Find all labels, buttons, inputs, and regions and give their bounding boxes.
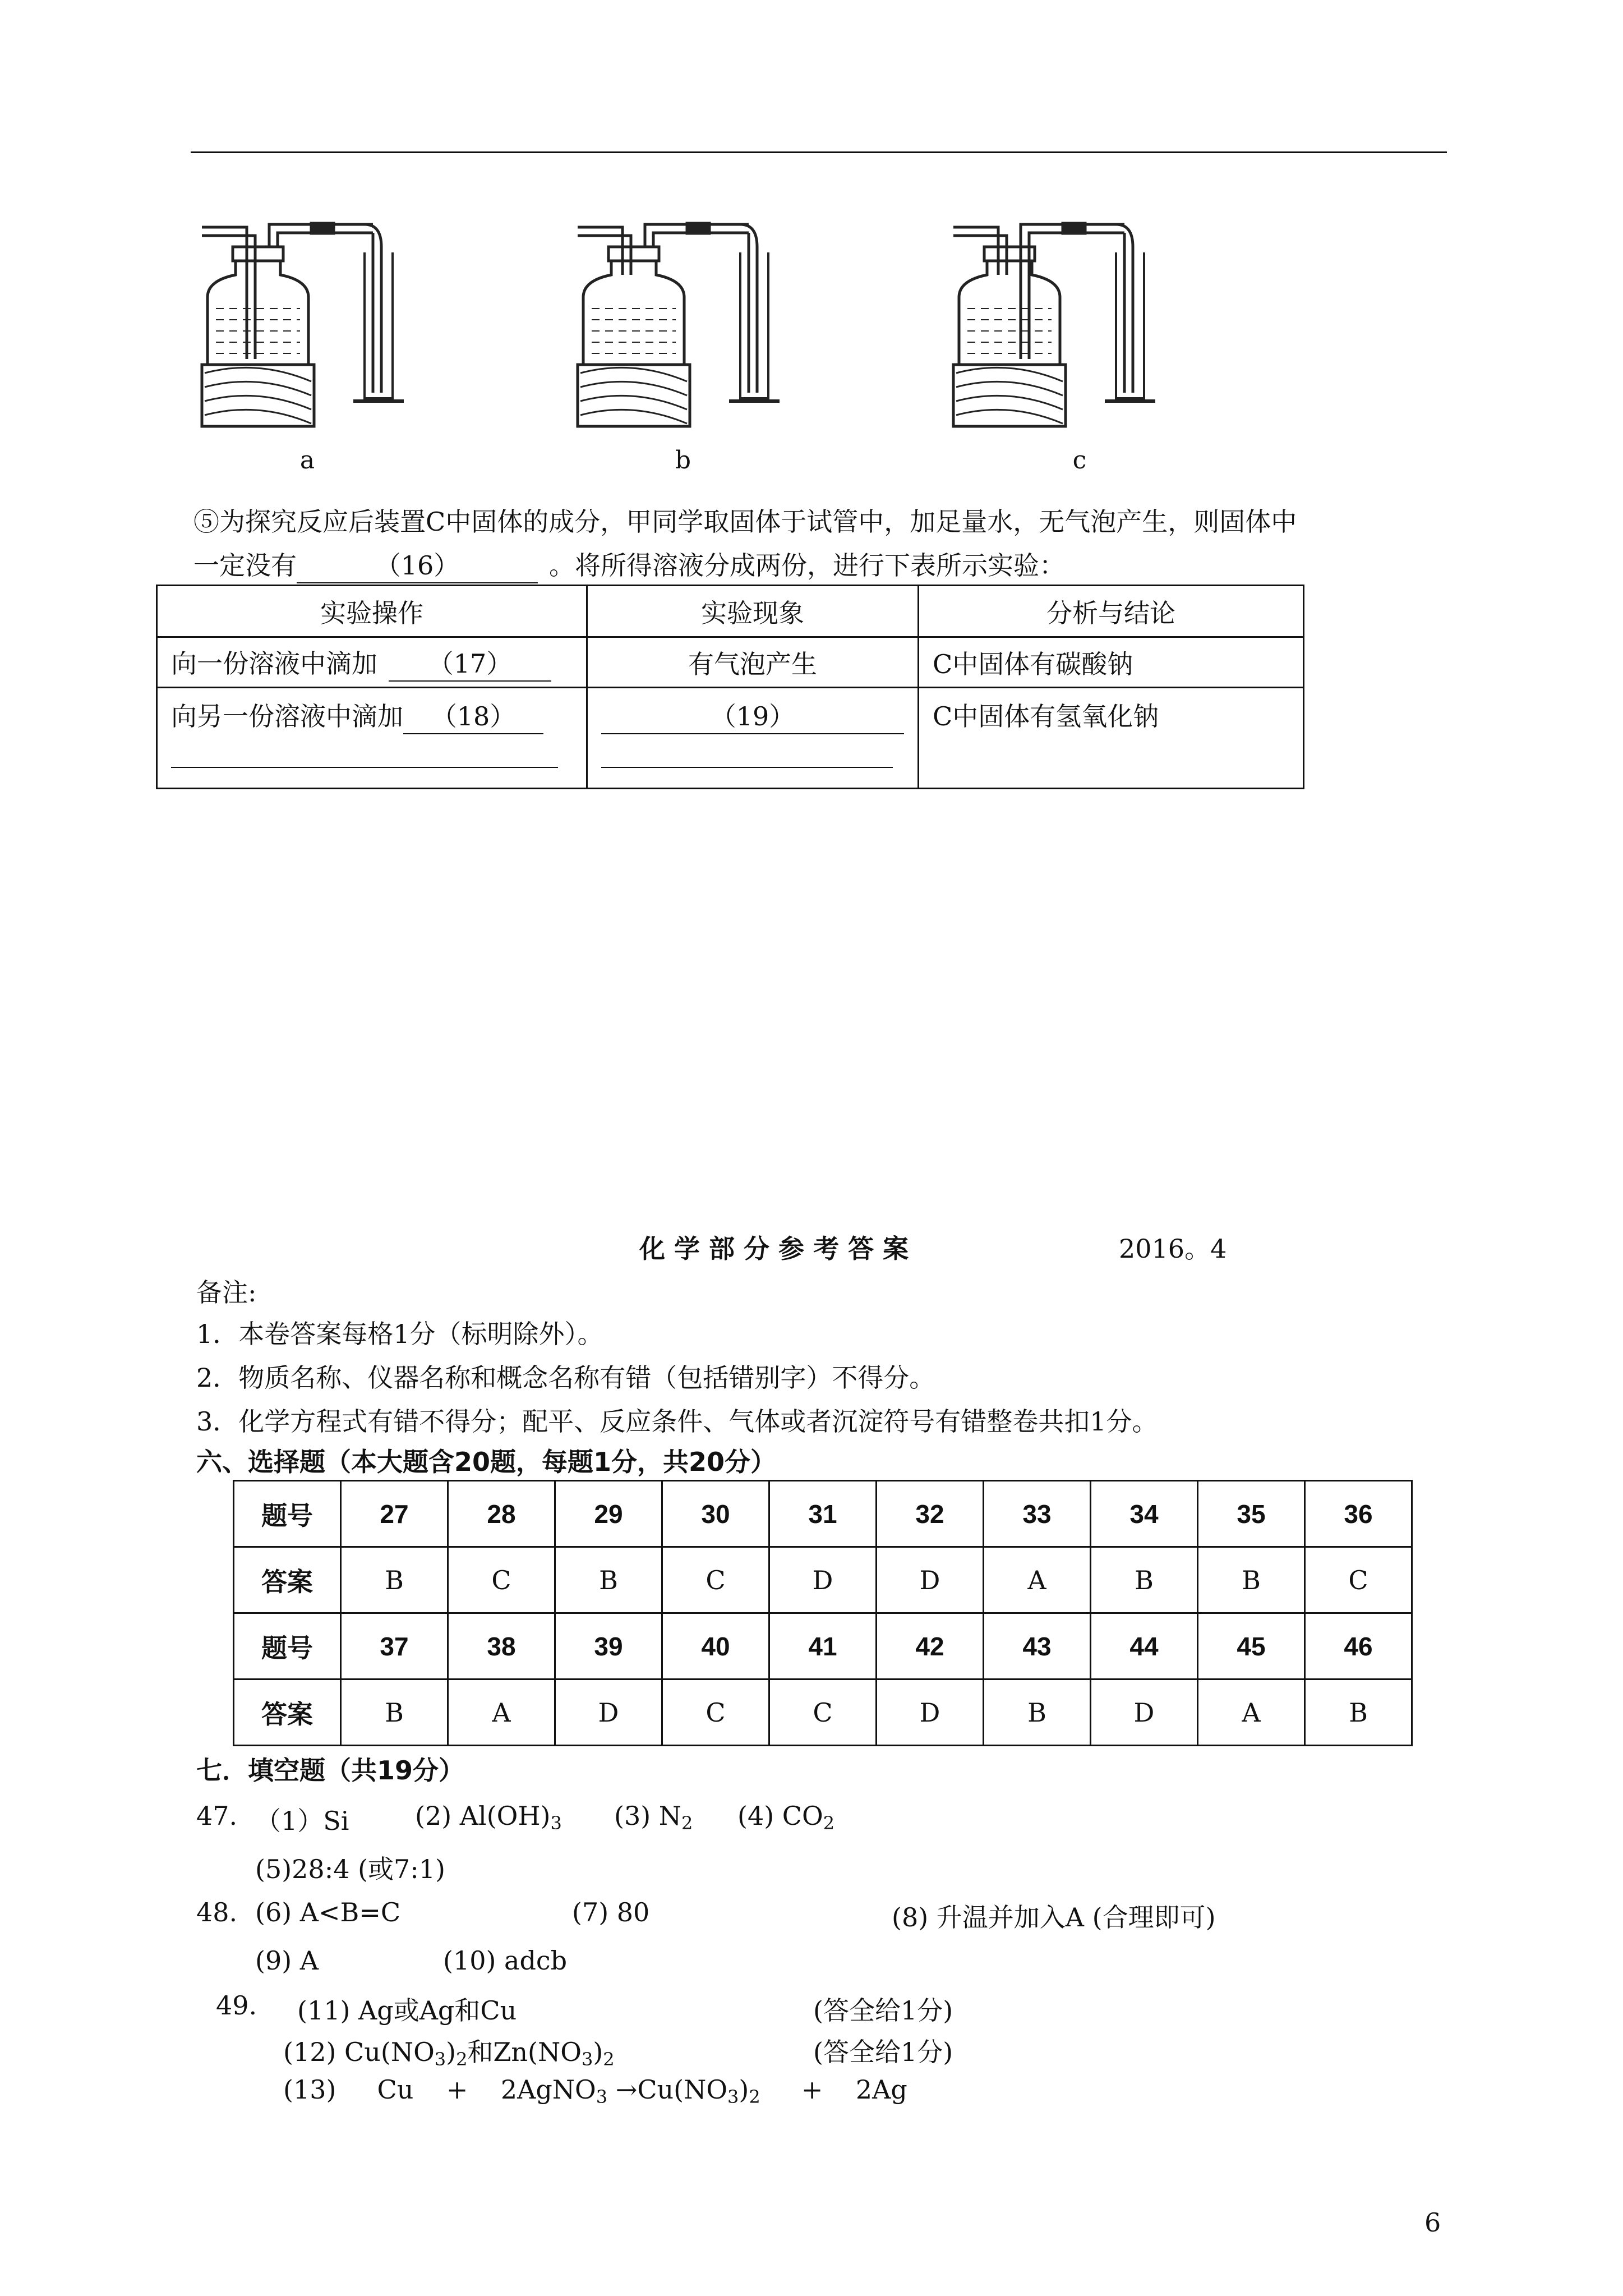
figure-label-c: c	[1072, 446, 1087, 475]
blank-18: （18）	[403, 696, 543, 734]
q49-a13-part3: )	[739, 2074, 749, 2105]
question5-line2-suffix: 。将所得溶液分成两份，进行下表所示实验：	[549, 550, 1065, 581]
q48-answer-9: (9) A	[255, 1945, 319, 1976]
q49-a12-sub1: 3	[434, 2049, 446, 2070]
notes-label: 备注:	[196, 1277, 257, 1308]
answer-cell: A	[448, 1680, 555, 1746]
experiment-table	[156, 585, 1304, 789]
q49-answer-13	[283, 2074, 907, 2108]
answer-cell: C	[769, 1680, 877, 1746]
exp-row1-op-text: 向一份溶液中滴加	[171, 648, 377, 679]
apparatus-b	[578, 223, 780, 426]
q47-a3-text: (3) N	[614, 1801, 682, 1831]
q49-a12-part1: (12) Cu(NO	[283, 2037, 435, 2067]
answer-key-title: 化 学 部 分 参 考 答 案	[639, 1234, 909, 1264]
question-number: 28	[448, 1481, 555, 1547]
answer-cell: B	[1305, 1680, 1412, 1746]
q49-a12-part2: )	[446, 2037, 457, 2067]
apparatus-a	[202, 223, 404, 426]
answer-cell: D	[877, 1680, 984, 1746]
figure-label-b: b	[675, 446, 691, 475]
q49-a13-sub1: 3	[596, 2086, 608, 2108]
q49-answer-11-note: (答全给1分)	[813, 1995, 953, 2026]
row-label-answer: 答案	[234, 1680, 341, 1746]
q47-answer-2	[415, 1801, 562, 1834]
row-label-answer: 答案	[234, 1547, 341, 1613]
answer-cell: B	[984, 1680, 1091, 1746]
q47-a2-sub: 3	[550, 1812, 562, 1834]
exp-row2-phen-underline	[601, 767, 893, 768]
header-rule	[191, 151, 1447, 153]
answer-cell: D	[555, 1680, 662, 1746]
note-1: 1．本卷答案每格1分（标明除外）。	[196, 1319, 603, 1349]
q49-a13-part4: + 2Ag	[760, 2074, 907, 2105]
q48-answer-10: (10) adcb	[443, 1945, 568, 1976]
q49-answer-11: (11) Ag或Ag和Cu	[297, 1995, 517, 2026]
answer-cell: A	[1198, 1680, 1305, 1746]
q49-a13-part1: (13) Cu + 2AgNO	[283, 2074, 596, 2105]
exp-row2-op-underline	[171, 767, 558, 768]
exp-row2-phenomenon	[587, 688, 919, 789]
q48-answer-6: (6) A<B=C	[255, 1897, 401, 1927]
answer-cell: D	[769, 1547, 877, 1613]
question-number: 46	[1305, 1613, 1412, 1680]
exp-row1-phenomenon: 有气泡产生	[587, 637, 919, 688]
q47-answer-5: (5)28:4 (或7:1)	[255, 1854, 446, 1884]
answer-cell: B	[1198, 1547, 1305, 1613]
exp-row2-operation	[157, 688, 587, 789]
answer-cell: C	[1305, 1547, 1412, 1613]
q49-a12-sub4: 2	[603, 2049, 615, 2070]
section7-title: 七．填空题（共19分）	[196, 1755, 465, 1786]
question-number: 32	[877, 1481, 984, 1547]
question-number: 36	[1305, 1481, 1412, 1547]
q48-answer-8: (8) 升温并加入A (合理即可)	[892, 1902, 1216, 1932]
q49-a12-part4: )	[593, 2037, 603, 2067]
apparatus-c	[953, 223, 1155, 426]
question-number: 43	[984, 1613, 1091, 1680]
section6-title: 六、选择题（本大题含20题，每题1分，共20分）	[196, 1447, 777, 1477]
answer-cell: A	[984, 1547, 1091, 1613]
question-number: 37	[341, 1613, 448, 1680]
q47-a4-text: (4) CO	[737, 1801, 823, 1831]
q47-a3-sub: 2	[681, 1812, 693, 1834]
answer-cell: B	[341, 1680, 448, 1746]
exp-row2-op-text: 向另一份溶液中滴加	[171, 701, 403, 731]
choice-row-answers-1	[234, 1547, 1412, 1613]
question-number: 38	[448, 1613, 555, 1680]
note-2: 2．物质名称、仪器名称和概念名称有错（包括错别字）不得分。	[196, 1363, 935, 1393]
q49-a12-sub2: 2	[456, 2049, 468, 2070]
question-number: 44	[1091, 1613, 1198, 1680]
question-number: 40	[662, 1613, 769, 1680]
q49-a13-part2: Cu(NO	[637, 2074, 728, 2105]
answer-cell: C	[448, 1547, 555, 1613]
answer-cell: B	[1091, 1547, 1198, 1613]
question-number: 39	[555, 1613, 662, 1680]
q49-number: 49.	[216, 1990, 257, 2021]
q47-a2-text: (2) Al(OH)	[415, 1801, 551, 1831]
q49-answer-12	[283, 2032, 615, 2070]
question-number: 41	[769, 1613, 877, 1680]
row-label-number: 题号	[234, 1613, 341, 1680]
q49-answer-12-note: (答全给1分)	[813, 2037, 953, 2067]
question-number: 42	[877, 1613, 984, 1680]
answer-cell: C	[662, 1680, 769, 1746]
figure-label-a: a	[299, 446, 315, 475]
answer-cell: D	[877, 1547, 984, 1613]
q49-a12-sub3: 3	[581, 2049, 593, 2070]
choice-row-numbers-1	[234, 1481, 1412, 1547]
choice-row-answers-2	[234, 1680, 1412, 1746]
question-number: 45	[1198, 1613, 1305, 1680]
q48-number: 48.	[196, 1897, 238, 1927]
blank-17: （17）	[389, 643, 551, 682]
exp-header-conclusion: 分析与结论	[919, 586, 1304, 637]
page-number: 6	[1424, 2207, 1441, 2238]
exp-row1-operation	[157, 637, 587, 688]
question-number: 27	[341, 1481, 448, 1547]
choice-row-numbers-2	[234, 1613, 1412, 1680]
q47-a4-sub: 2	[823, 1812, 835, 1834]
question5-line2	[193, 549, 1065, 583]
blank-16: （16）	[297, 549, 538, 583]
exp-row1-conclusion: C中固体有碳酸钠	[919, 637, 1304, 688]
question-number: 30	[662, 1481, 769, 1547]
q47-answer-1: （1）Si	[255, 1806, 349, 1836]
exp-header-operation: 实验操作	[157, 586, 587, 637]
q47-answer-4	[737, 1801, 834, 1834]
question-number: 33	[984, 1481, 1091, 1547]
answer-cell: B	[555, 1547, 662, 1613]
exp-header-phenomenon: 实验现象	[587, 586, 919, 637]
q49-a12-part3: 和Zn(NO	[467, 2037, 582, 2067]
question-number: 31	[769, 1481, 877, 1547]
exp-row2-conclusion: C中固体有氢氧化钠	[919, 688, 1304, 789]
q47-number: 47.	[196, 1801, 238, 1831]
q49-a13-sub3: 2	[749, 2086, 760, 2108]
q48-answer-7: (7) 80	[572, 1897, 650, 1927]
row-label-number: 题号	[234, 1481, 341, 1547]
question-number: 29	[555, 1481, 662, 1547]
answer-cell: C	[662, 1547, 769, 1613]
question5-line2-prefix: 一定没有	[193, 550, 297, 581]
blank-19: （19）	[601, 696, 904, 734]
note-3: 3．化学方程式有错不得分；配平、反应条件、气体或者沉淀符号有错整卷共扣1分。	[196, 1406, 1158, 1437]
question5-line1: ⑤为探究反应后装置C中固体的成分，甲同学取固体于试管中，加足量水，无气泡产生，则固体中	[193, 507, 1297, 537]
reaction-arrow-icon: →	[607, 2074, 638, 2105]
choice-answer-table	[233, 1480, 1413, 1746]
q49-a13-sub2: 3	[727, 2086, 739, 2108]
answer-key-date: 2016。4	[1119, 1234, 1227, 1264]
question-number: 35	[1198, 1481, 1305, 1547]
answer-cell: B	[341, 1547, 448, 1613]
q47-answer-3	[614, 1801, 693, 1834]
answer-cell: D	[1091, 1680, 1198, 1746]
question-number: 34	[1091, 1481, 1198, 1547]
apparatus-figures	[191, 213, 1312, 438]
